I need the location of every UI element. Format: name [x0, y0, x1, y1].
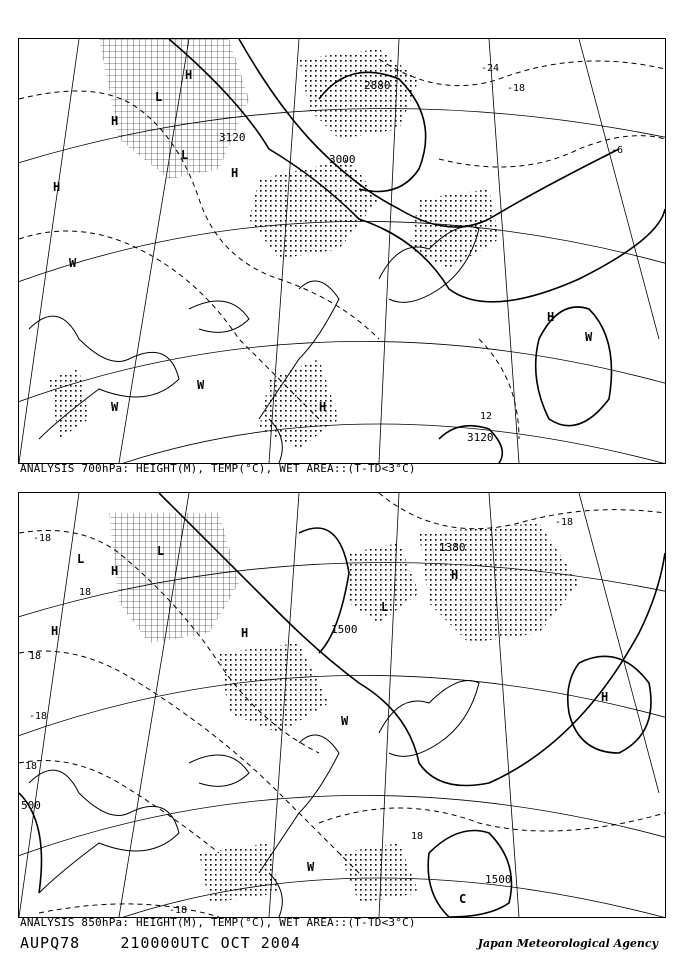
pressure-center-label: W [341, 714, 349, 728]
temp-label: -6 [611, 145, 624, 156]
pressure-center-label: H [319, 400, 327, 414]
pressure-center-label: L [181, 148, 189, 162]
pressure-center-label: H [601, 690, 609, 704]
caption-700hpa: ANALYSIS 700hPa: HEIGHT(M), TEMP(°C), WET AREA::(T-TD<3°C) [20, 462, 416, 475]
chart-identifier [20, 934, 301, 952]
pressure-center-label: H [451, 568, 459, 582]
map-700hpa [18, 38, 666, 464]
pressure-center-label: W [307, 860, 315, 874]
temp-label: -18 [29, 711, 48, 722]
height-label: 500 [21, 799, 41, 812]
temp-label: -24 [481, 63, 500, 74]
height-label: 3000 [329, 153, 356, 166]
pressure-center-label: H [53, 180, 61, 194]
pressure-center-label: W [111, 400, 119, 414]
pressure-center-label: C [459, 892, 467, 906]
pressure-center-label: W [197, 378, 205, 392]
pressure-center-label: H [231, 166, 239, 180]
wet-area [109, 513, 579, 903]
pressure-center-label: H [547, 310, 555, 324]
temp-label: 18 [411, 831, 424, 842]
height-label: 3120 [219, 131, 246, 144]
wet-area [49, 39, 499, 449]
temp-label: -18 [169, 905, 188, 916]
height-label: 2880 [364, 79, 391, 92]
pressure-center-label: L [155, 90, 163, 104]
temp-label: 18 [79, 587, 92, 598]
chart-datetime: 210000UTC OCT 2004 [120, 934, 301, 952]
temp-label: 12 [480, 411, 493, 422]
chart-code: AUPQ78 [20, 934, 81, 952]
height-label: 1380 [439, 541, 466, 554]
temp-label: 18 [29, 651, 42, 662]
map-700hpa-canvas [19, 39, 665, 463]
temp-label: -18 [507, 83, 526, 94]
pressure-center-label: H [51, 624, 59, 638]
pressure-center-label: H [111, 114, 119, 128]
height-label: 1500 [485, 873, 512, 886]
height-label: 3120 [467, 431, 494, 444]
pressure-center-label: L [157, 544, 165, 558]
height-label: 1500 [331, 623, 358, 636]
pressure-center-label: L [77, 552, 85, 566]
pressure-center-label: H [241, 626, 249, 640]
caption-850hpa: ANALYSIS 850hPa: HEIGHT(M), TEMP(°C), WET AREA::(T-TD<3°C) [20, 916, 416, 929]
temp-label: -18 [555, 517, 574, 528]
map-850hpa [18, 492, 666, 918]
pressure-center-label: H [111, 564, 119, 578]
temp-label: -18 [33, 533, 52, 544]
pressure-center-label: L [381, 600, 389, 614]
map-850hpa-canvas [19, 493, 665, 917]
agency-name: Japan Meteorological Agency [477, 937, 658, 950]
temp-label: 18 [25, 761, 38, 772]
pressure-center-label: W [585, 330, 593, 344]
pressure-center-label: H [185, 68, 193, 82]
pressure-center-label: W [69, 256, 77, 270]
coastlines [29, 227, 479, 464]
